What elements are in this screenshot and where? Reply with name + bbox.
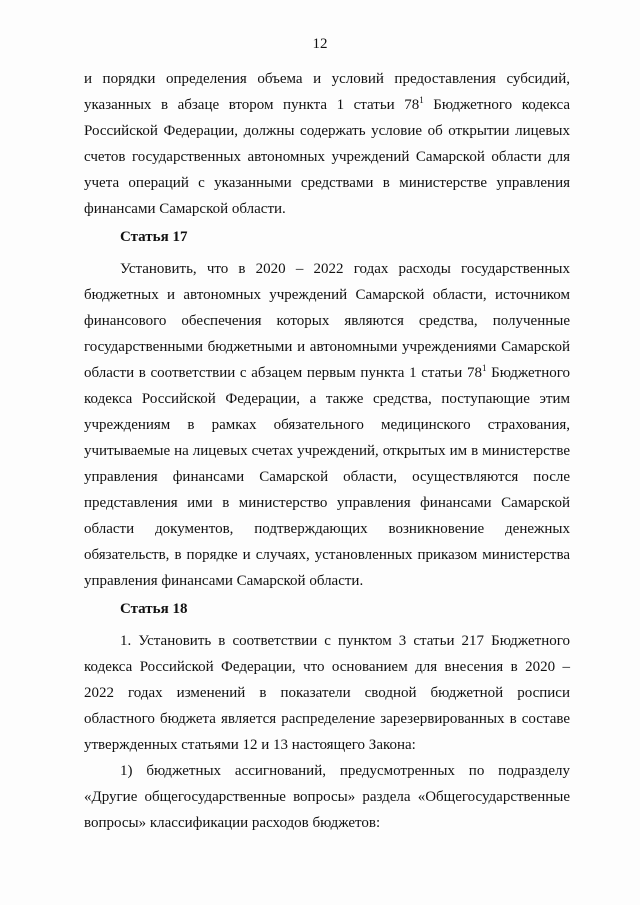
paragraph-text: Бюджетного кодекса Российской Федерации, должны содержать условие об открытии лицевых счетов государственных автономных учреждений Самарской области для учета операций с указанными средствами в министерстве управления финансами Самарской области. — [84, 97, 570, 217]
paragraph-text: и порядки определения объема и условий предоставления субсидий, указанных в абзаце втором пункта 1 статьи 78 — [84, 71, 570, 113]
document-body — [84, 66, 570, 836]
superscript: 1 — [419, 95, 424, 105]
paragraph-text: Установить, что в 2020 – 2022 годах расходы государственных бюджетных и автономных учреждений Самарской области, источником финансового обеспечения которых являются средства, полученные государственными бюджетными и автономными учреждениями Самарской области в соответствии с абзацем первым пункта 1 статьи 78 — [84, 261, 570, 381]
page-number: 12 — [312, 36, 328, 52]
superscript: 1 — [481, 363, 487, 373]
paragraph-continuation — [84, 66, 570, 222]
paragraph-text: Бюджетного кодекса Российской Федерации, а также средства, поступающие этим учреждениям в рамках обязательного медицинского страхования, учитываемые на лицевых счетах учреждений, открытых им в министерстве управления финансами Самарской области, осуществляются после представления ими в министерство управления финансами Самарской области документов, подтверждающих возникновение денежных обязательств, в порядке и случаях, установленных приказом министерства управления финансами Самарской области. — [84, 365, 571, 589]
article-18-paragraph-1: 1. Установить в соответствии с пунктом 3 статьи 217 Бюджетного кодекса Российской Федерации, что основанием для внесения в 2020 – 2022 годах изменений в показатели сводной бюджетной росписи областного бюджета является распределение зарезервированных в составе утвержденных статьями 12 и 13 настоящего Закона: — [84, 633, 570, 753]
article-18-heading: Статья 18 — [120, 601, 188, 617]
article-18-paragraph-2: 1) бюджетных ассигнований, предусмотренных по подразделу «Другие общегосударственные вопросы» раздела «Общегосударственные вопросы» классификации расходов бюджетов: — [84, 763, 570, 831]
article-17-paragraph — [84, 256, 570, 594]
article-17-heading: Статья 17 — [120, 229, 188, 245]
